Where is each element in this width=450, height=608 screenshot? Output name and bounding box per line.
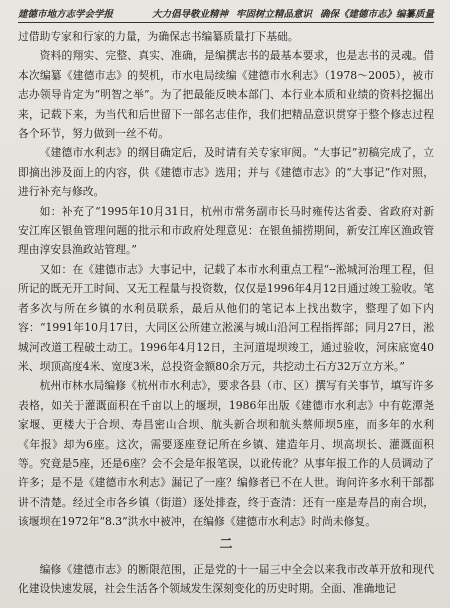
header-title-part-2: 牢固树立精品意识 [235,9,312,20]
header-divider [18,22,434,23]
paragraph: 杭州市林水局编修《杭州市水利志》，要求各县（市、区）撰写有关事节，填写许多表格，如关于灌溉面积在千亩以上的堰坝，1986年出版《建德市水利志》中有乾潭尧家堰、更楼大于合坝、寿昌密山合坝、航头新合坝和航头蔡师坝5座，而多年的水利《年报》却为6座。这次，需要逐座登记所在乡镇、建造年月、坝高坝长、灌溉面积等。究竟是5座，还是6座？会不会是年报笔误，以讹传讹？从事年报工作的人员调动了许多；是不是《建德市水利志》漏记了一座？编修者已不在人世。询问许多水利干部都讲不清楚。经过全市各乡镇（街道）逐处排查，终于查清：还有一座是寿昌的南合坝，该堰坝在1972年“8.3”洪水中被冲，在编修《建德市水利志》时尚未修复。 [18,379,434,529]
header-journal-title: 建德市地方志学会学报 [18,9,114,20]
header-article-title [152,6,434,20]
paragraph-continuation: 过借助专家和行家的力量，为确保志书编纂质量打下基础。 [18,30,299,43]
paragraph: 《建德市水利志》的纲目确定后，及时请有关专家审阅。“大事记”初稿完成了，立即摘出涉及面上的内容，供《建德市志》选用；并与《建德市志》的“大事记”作对照，进行补充与修改。 [18,146,434,199]
paragraph: 又如：在《建德市志》大事记中，记载了本市水利重点工程“╌淞城河治理工程，但所记的既无开工时间、又无工程量与投资数，仅仅是1996年4月12日通过竣工验收。笔者多次与所在乡镇的水利员联系，最后从他们的笔记本上找出数字，整理了如下内容：“1991年10月17日，大同区公所建立淞溪与城山沿河工程指挥部；同月27日，淞城河改道工程破土动工。1996年4月12日，主河道堤坝竣工，通过验收，河床底宽40米、坝顶高度4米、宽度3米，总投资金额80余万元，共挖动土石方32万立方米。” [18,262,434,373]
header-title-part-1: 大力倡导敬业精神 [151,9,228,20]
article-body [18,27,434,598]
paragraph: 资料的翔实、完整、真实、准确，是编撰志书的最基本要求，也是志书的灵魂。借本次编纂《建德市志》的契机，市水电局续编《建德市水利志》（1978～2005），被市志办领导肯定为“明智之举”。为了把最能反映本部门、本行业本质和业绩的资料挖掘出来，记载下来，为当代和后世留下一部名志佳作，我们把精品意识贯穿于整个修志过程各个环节，努力做到一丝不苟。 [18,49,434,141]
paragraph: 编修《建德市志》的断限范围，正是党的十一届三中全会以来我市改革开放和现代化建设快速发展，社会生活各个领域发生深刻变化的历史时期。全面、准确地记 [18,562,434,595]
paragraph: 如：补充了“1995年10月31日，杭州市常务副市长马时雍传达省委、省政府对新安江库区银鱼管理问题的批示和市政府处理意见：在银鱼捕捞期间，新安江库区渔政管理由淳安县渔政站管理。” [18,204,434,257]
header-title-part-3: 确保《建德市志》编纂质量 [319,9,434,20]
section-number: 二 [219,536,233,552]
running-header [18,6,434,20]
